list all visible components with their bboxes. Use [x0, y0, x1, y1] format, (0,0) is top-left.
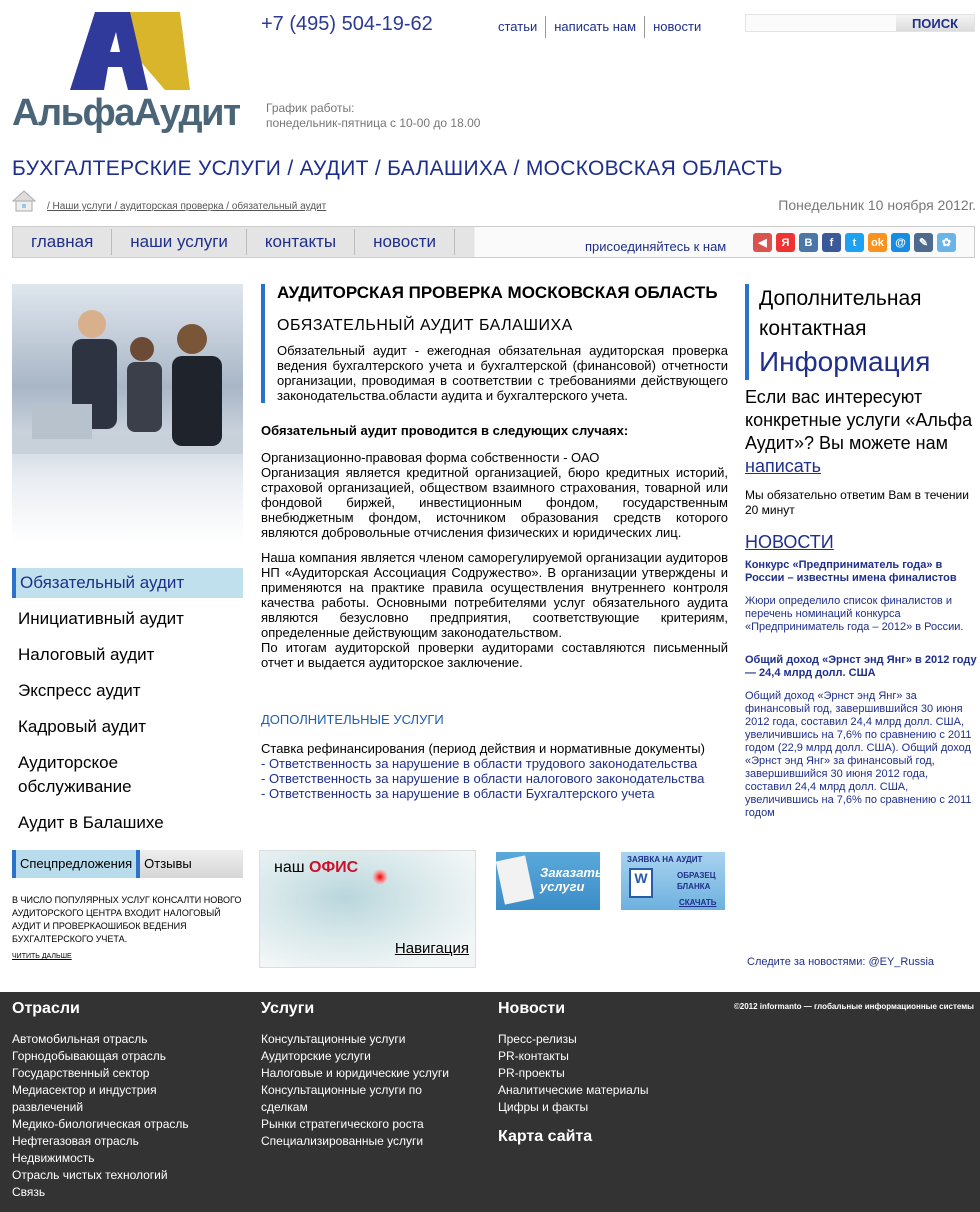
promo-text: В ЧИСЛО ПОПУЛЯРНЫХ УСЛУГ КОНСАЛТИ НОВОГО АУДИТОРСКОГО ЦЕНТРА ВХОДИТ НАЛОГОВЫЙ АУДИТ И ПРОВЕРКАОШИБОК ВЕДЕНИЯ БУХГАЛТЕРСКОГО УЧЕТА.	[12, 895, 242, 944]
footer-link[interactable]: Аудиторские услуги	[261, 1049, 371, 1063]
nav-services[interactable]: наши услуги	[112, 229, 247, 255]
contact-heading-2: контактная	[759, 317, 867, 340]
contact-heading-box	[745, 284, 977, 380]
menu-tax-audit[interactable]: Налоговый аудит	[18, 645, 155, 664]
footer-link[interactable]: PR-проекты	[498, 1066, 565, 1080]
footer-link[interactable]: Налоговые и юридические услуги	[261, 1066, 449, 1080]
news-text: Общий доход «Эрнст энд Янг» за финансовый год, завершившийся 30 июня 2012 года, составил 24,4 млрд долл. США, увеличившись на 7,6% по сравнению с 2011 годом (22,9 млрд долл. США). Общий доход «Эрнст энд Янг» за финансовый год, завершившийся 30 июня 2012 года, составил 24,4 млрд долл. США, увеличившись на 7,6% по сравнению с 2011 годом	[745, 690, 972, 819]
page-title: АУДИТОРСКАЯ ПРОВЕРКА МОСКОВСКАЯ ОБЛАСТЬ	[277, 283, 718, 302]
footer-heading: Новости	[498, 1000, 566, 1017]
footer-heading: Отрасли	[12, 1000, 80, 1017]
contact-sidebar	[745, 284, 977, 820]
write-link[interactable]: написать	[745, 456, 821, 476]
footer-list	[261, 1031, 461, 1150]
footer-link[interactable]: Цифры и факты	[498, 1100, 589, 1114]
tab-reviews[interactable]: Отзывы	[144, 856, 192, 871]
services-menu	[12, 568, 243, 844]
nav-news[interactable]: новости	[355, 229, 455, 255]
tab-special-offers[interactable]: Спецпредложения	[12, 850, 140, 878]
contact-paragraph	[745, 386, 977, 478]
yandex-icon[interactable]: Я	[776, 233, 795, 252]
nav-home[interactable]: главная	[13, 229, 112, 255]
main-content	[261, 284, 728, 801]
footer-link[interactable]: Пресс-релизы	[498, 1032, 577, 1046]
link-accounting[interactable]: - Ответственность за нарушение в области Бухгалтерского учета	[261, 786, 655, 801]
menu-audit-balashikha[interactable]: Аудит в Балашихе	[18, 813, 164, 832]
footer-heading: Услуги	[261, 1000, 315, 1017]
office-word-red: ОФИС	[309, 859, 359, 876]
refinance-rate: Ставка рефинансирования (период действия и нормативные документы)	[261, 741, 705, 756]
membership-text: Наша компания является членом саморегулируемой организации аудиторов НП «Аудиторская Ассоциация Содружество». В организации утверждены и применяются на практике правила осуществления внутреннего контроля качества работы. Основными потребителями услуг обязательного аудита являются безусловно предприятия, соответствующие критериям, определенные действующим законодательством.	[261, 550, 728, 640]
logo-text[interactable]: АльфаАудит	[12, 92, 241, 134]
current-date: Понедельник 10 ноября 2012г.	[778, 197, 976, 213]
footer-link[interactable]: Горнодобывающая отрасль	[12, 1049, 167, 1063]
sitemap-link[interactable]: Карта сайта	[498, 1128, 593, 1145]
footer-link[interactable]: Медико-биологическая отрасль	[12, 1117, 189, 1131]
follow-news[interactable]: Следите за новостями: @EY_Russia	[747, 956, 935, 968]
footer-link[interactable]: Нефтегазовая отрасль	[12, 1134, 139, 1148]
title-box	[261, 284, 728, 403]
footer-link[interactable]: Консультационные услуги	[261, 1032, 406, 1046]
home-icon[interactable]	[12, 190, 36, 212]
mailru-icon[interactable]: @	[891, 233, 910, 252]
audit-form-banner[interactable]	[621, 852, 725, 910]
word-document-icon: W	[629, 868, 653, 898]
footer-link[interactable]: Недвижимость	[12, 1151, 95, 1165]
location-marker-icon	[372, 869, 388, 885]
link-labor-law[interactable]: - Ответственность за нарушение в области трудового законодательства	[261, 756, 698, 771]
link-write-us[interactable]: написать нам	[545, 16, 644, 38]
schedule-label: График работы:	[266, 101, 355, 115]
business-people-photo	[12, 284, 243, 542]
share-icon[interactable]: ✿	[937, 233, 956, 252]
form-sample: ОБРАЗЕЦ БЛАНКА	[677, 871, 716, 891]
footer-link[interactable]: Отрасль чистых технологий	[12, 1168, 168, 1182]
link-news[interactable]: новости	[644, 16, 709, 38]
schedule-hours: понедельник-пятница с 10-00 до 18.00	[266, 116, 481, 130]
breadcrumb[interactable]: / Наши услуги / аудиторская проверка / обязательный аудит	[47, 201, 327, 212]
link-articles[interactable]: статьи	[498, 19, 538, 34]
order-services-banner[interactable]	[496, 852, 603, 910]
footer-list	[498, 1031, 698, 1116]
contact-heading-3: Информация	[759, 346, 931, 377]
site-tagline: БУХГАЛТЕРСКИЕ УСЛУГИ / АУДИТ / БАЛАШИХА / МОСКОВСКАЯ ОБЛАСТЬ	[12, 157, 783, 180]
speaker-icon[interactable]: ◀	[753, 233, 772, 252]
footer-industries	[12, 1000, 212, 1201]
case-organization: Организация является кредитной организацией, бюро кредитных историй, страховой организацией, обществом взаимного страхования, товарной или фондовой биржей, инвестиционным фондом, государственным внебюджетным фондом, источником образования средств которого являются добровольные отчисления физических и юридических лиц.	[261, 465, 728, 540]
odnoklassniki-icon[interactable]: ok	[868, 233, 887, 252]
logo-icon	[70, 12, 190, 90]
social-icons	[753, 233, 956, 252]
footer-services	[261, 1000, 461, 1150]
search-button[interactable]: ПОИСК	[896, 15, 974, 31]
reply-note: Мы обязательно ответим Вам в течении 20 минут	[745, 488, 969, 517]
footer-link[interactable]: Консультационные услуги по сделкам	[261, 1083, 422, 1114]
checklist-icon	[496, 855, 534, 904]
footer-link[interactable]: Связь	[12, 1185, 46, 1199]
news-heading[interactable]: НОВОСТИ	[745, 532, 834, 552]
footer-link[interactable]: PR-контакты	[498, 1049, 569, 1063]
download-link[interactable]: СКАЧАТЬ	[679, 898, 717, 907]
copyright: ©2012 informanto — глобальные информационные системы	[733, 1002, 974, 1011]
news-title[interactable]: Общий доход «Эрнст энд Янг» в 2012 году — 24,4 млрд долл. США	[745, 654, 977, 679]
footer-link[interactable]: Автомобильная отрасль	[12, 1032, 148, 1046]
bottom-tabs	[12, 850, 243, 878]
news-text: Жюри определило список финалистов и перечень номинаций конкурса «Предприниматель года – 2012» в России.	[745, 595, 964, 633]
order-label: Заказать услуги	[540, 865, 603, 894]
office-word: наш	[274, 859, 310, 876]
footer-link[interactable]: Специализированные услуги	[261, 1134, 424, 1148]
phone-number: +7 (495) 504-19-62	[261, 13, 433, 35]
office-map-banner[interactable]	[259, 850, 476, 968]
search-input[interactable]	[746, 15, 896, 31]
promo-box	[12, 894, 243, 961]
intro-text: Обязательный аудит - ежегодная обязательная аудиторская проверка ведения бухгалтерского учета и бухгалтерской (финансовой) отчетности организации, проводимая в соответствии с требованиями действующего законодательства.области аудита и бухгалтерского учета.	[277, 343, 728, 403]
case-ownership: Организационно-правовая форма собственности - ОАО	[261, 450, 600, 465]
contact-heading-1: Дополнительная	[759, 287, 922, 310]
form-title: ЗАЯВКА НА АУДИТ	[627, 855, 703, 864]
cases-heading: Обязательный аудит проводится в следующих случаях:	[261, 423, 629, 438]
link-tax-law[interactable]: - Ответственность за нарушение в области налогового законодательства	[261, 771, 705, 786]
page-subtitle: ОБЯЗАТЕЛЬНЫЙ АУДИТ БАЛАШИХА	[277, 317, 573, 334]
join-us-label: присоединяйтесь к нам	[585, 239, 727, 254]
nav-contacts[interactable]: контакты	[247, 229, 355, 255]
twitter-icon[interactable]: t	[845, 233, 864, 252]
read-more-link[interactable]: ЧИТИТЬ ДАЛЬШЕ	[12, 953, 72, 960]
menu-express-audit[interactable]: Экспресс аудит	[18, 681, 141, 700]
footer-news	[498, 1000, 698, 1159]
facebook-icon[interactable]: f	[822, 233, 841, 252]
search-form	[745, 14, 975, 32]
footer-link[interactable]: Государственный сектор	[12, 1066, 150, 1080]
footer-link[interactable]: Аналитические материалы	[498, 1083, 649, 1097]
contact-text: Если вас интересуют конкретные услуги «Альфа Аудит»? Вы можете нам	[745, 387, 973, 453]
footer	[0, 992, 980, 1212]
menu-mandatory-audit[interactable]: Обязательный аудит	[12, 568, 243, 598]
footer-list	[12, 1031, 212, 1201]
footer-link[interactable]: Рынки стратегического роста	[261, 1117, 424, 1131]
work-schedule	[266, 101, 480, 131]
news-title[interactable]: Конкурс «Предприниматель года» в России – известны имена финалистов	[745, 559, 957, 584]
menu-initiative-audit[interactable]: Инициативный аудит	[18, 609, 184, 628]
footer-link[interactable]: Медиасектор и индустрия развлечений	[12, 1083, 157, 1114]
navigation-link[interactable]: Навигация	[394, 940, 469, 957]
office-label	[274, 859, 358, 877]
menu-audit-service[interactable]: Аудиторское обслуживание	[18, 753, 132, 796]
livejournal-icon[interactable]: ✎	[914, 233, 933, 252]
additional-services-heading: ДОПОЛНИТЕЛЬНЫЕ УСЛУГИ	[261, 712, 444, 727]
top-links	[490, 16, 709, 38]
vk-icon[interactable]: В	[799, 233, 818, 252]
menu-hr-audit[interactable]: Кадровый аудит	[18, 717, 147, 736]
result-text: По итогам аудиторской проверки аудиторами составляются письменный отчет и выдается аудиторское заключение.	[261, 640, 728, 670]
